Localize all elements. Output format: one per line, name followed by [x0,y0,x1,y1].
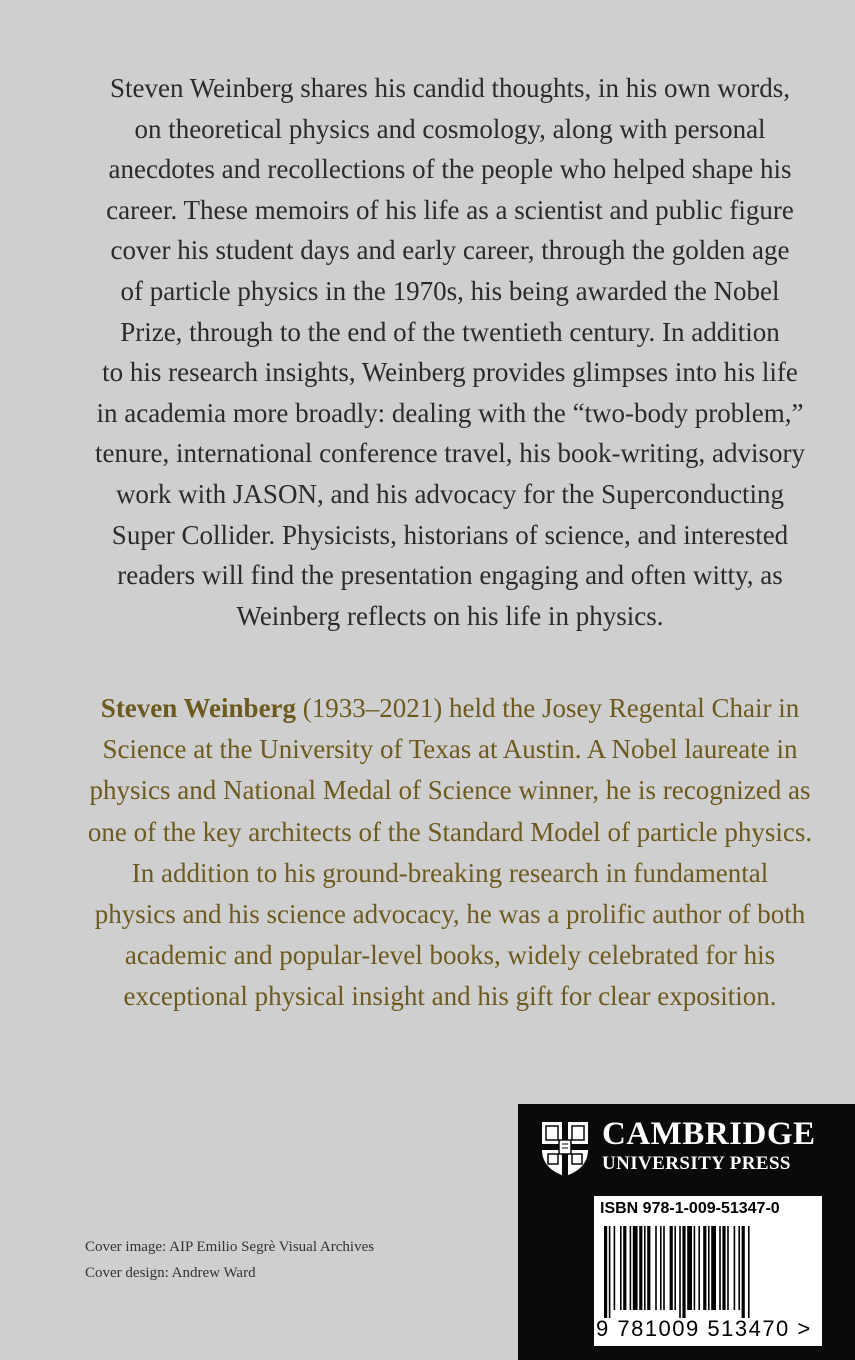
barcode-bar [698,1226,700,1310]
barcode-bar [663,1226,665,1310]
barcode-bar [711,1226,716,1310]
description-line: on theoretical physics and cosmology, along with personal [134,113,766,144]
description-line: Steven Weinberg shares his candid thoughts, in his own words, [109,73,790,103]
author-bio-line: one of the key architects of the Standard Model of particle physics. [87,816,813,847]
cover-design-credit: Cover design: Andrew Ward [85,1265,256,1281]
barcode-bar [644,1226,646,1310]
author-name: Steven Weinberg [100,693,297,723]
barcode-bar [703,1226,706,1310]
author-bio-line: Science at the University of Texas at Austin. A Nobel laureate in [102,734,798,765]
description-line: of particle physics in the 1970s, his being awarded the Nobel [120,275,780,306]
description-line: work with JASON, and his advocacy for the Superconducting [115,478,785,509]
author-bio [70,688,830,1018]
barcode-bar [682,1226,685,1318]
barcode-bar [647,1226,650,1310]
barcode-digits: 9 781009 513470 > [596,1316,812,1341]
barcode-bar [614,1226,616,1310]
barcode-bar [722,1226,725,1310]
description-line: readers will find the presentation engaging and often witty, as [117,560,783,591]
barcode-bar [679,1226,681,1318]
publisher-name: CAMBRIDGE [602,1116,816,1152]
cover-credits [85,1234,374,1286]
barcode-bar [633,1226,638,1310]
barcode-bar [727,1226,729,1310]
description-line: anecdotes and recollections of the people who helped shape his [108,154,792,185]
description-line: cover his student days and early career, through the golden age [110,235,790,266]
cover-image-credit: Cover image: AIP Emilio Segrè Visual Archives [85,1239,375,1255]
author-bio-first-line [70,688,830,729]
barcode-bar [687,1226,692,1310]
author-bio-line: In addition to his ground-breaking research in fundamental [131,857,769,888]
barcode-bar [674,1226,676,1310]
barcode-bar [639,1226,642,1310]
cambridge-shield-icon [540,1120,590,1178]
author-bio-line: physics and his science advocacy, he was a prolific author of both [94,899,806,930]
publisher-subtitle: UNIVERSITY PRESS [602,1153,791,1174]
description-line: career. These memoirs of his life as a scientist and public figure [106,194,794,225]
barcode-bar [604,1226,607,1318]
barcode-image [602,1226,814,1318]
barcode-box [594,1196,822,1346]
description-line: Prize, through to the end of the twentieth century. In addition [120,316,780,347]
barcode-bar [630,1226,632,1310]
description-line: tenure, international conference travel, his book-writing, advisory [94,438,805,469]
author-bio-line: physics and National Medal of Science winner, he is recognized as [89,775,811,806]
description-line: Super Collider. Physicists, historians of science, and interested [111,519,789,550]
isbn-label: ISBN 978-1-009-51347-0 [600,1200,780,1217]
barcode-bar [734,1226,736,1310]
author-bio-text: (1933–2021) held the Josey Regental Chair in [296,693,800,723]
barcode-bar [738,1226,740,1310]
barcode-bar [660,1226,662,1310]
barcode-bar [620,1226,622,1310]
description-line: Weinberg reflects on his life in physics. [236,600,664,631]
author-bio-line: exceptional physical insight and his gift for clear exposition. [123,981,777,1012]
author-bio-line: academic and popular-level books, widely celebrated for his [124,940,776,971]
barcode-bar [609,1226,611,1318]
description-line: in academia more broadly: dealing with the “two-body problem,” [96,397,804,428]
barcode-bar [694,1226,696,1310]
description-line: to his research insights, Weinberg provides glimpses into his life [102,357,798,388]
barcode-bar [719,1226,721,1310]
barcode-bar [655,1226,657,1310]
barcode-bar [708,1226,710,1310]
publisher-panel [518,1104,855,1360]
barcode-bar [742,1226,745,1318]
barcode-bar [670,1226,673,1310]
book-description [80,68,820,636]
barcode-bar [623,1226,626,1310]
barcode-bar [748,1226,750,1318]
